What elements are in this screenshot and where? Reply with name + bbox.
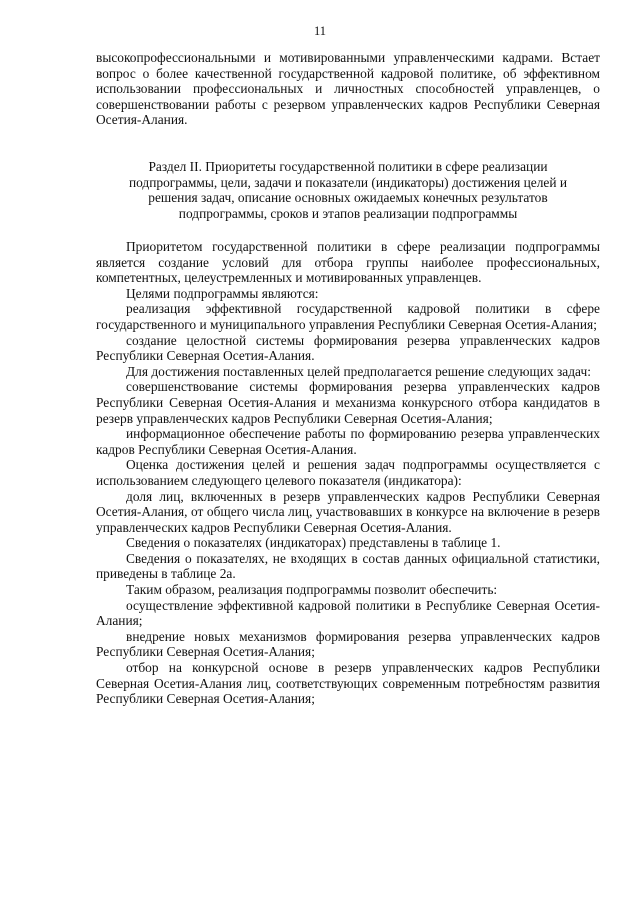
section-heading bbox=[96, 159, 600, 221]
section-heading-line: подпрограммы, цели, задачи и показатели (индикаторы) достижения целей и bbox=[128, 174, 568, 190]
paragraph-task-1: совершенствование системы формирования резерва управленческих кадров Республики Северная Осетия-Алания и механизма конкурсного отбора кандидатов в резерв управленческих кадров Республики Северная Осетия-Алания; bbox=[96, 379, 600, 426]
paragraph-table-1-ref: Сведения о показателях (индикаторах) представлены в таблице 1. bbox=[126, 535, 501, 551]
paragraph-indicator-intro: Оценка достижения целей и решения задач подпрограммы осуществляется с использованием следующего целевого показателя (индикатора): bbox=[96, 457, 600, 488]
paragraph-goal-2: создание целостной системы формирования резерва управленческих кадров Республики Северная Осетия-Алания. bbox=[96, 332, 600, 364]
intro-paragraph: высокопрофессиональными и мотивированными управленческими кадрами. Встает вопрос о более качественной государственной кадровой политике, об эффективном использовании профессиональных и личностных способностей управленцев, о совершенствовании работы с резервом управленческих кадров Республики Северная Осетия-Алания. bbox=[96, 50, 600, 128]
paragraph-goal-1: реализация эффективной государственной кадровой политики в сфере государственного и муниципального управления Республики Северная Осетия-Алания; bbox=[96, 301, 600, 332]
paragraph-tasks-intro: Для достижения поставленных целей предполагается решение следующих задач: bbox=[126, 363, 591, 379]
paragraph-goals-intro: Целями подпрограммы являются: bbox=[126, 285, 319, 301]
paragraph-results-intro: Таким образом, реализация подпрограммы позволит обеспечить: bbox=[126, 582, 498, 598]
paragraph-priority: Приоритетом государственной политики в сфере реализации подпрограммы является создание условий для отбора группы наиболее профессиональных, компетентных, целеустремленных и мотивированных управленцев. bbox=[96, 239, 600, 286]
paragraph-task-2: информационное обеспечение работы по формированию резерва управленческих кадров Республики Северная Осетия-Алания. bbox=[96, 426, 600, 457]
section-heading-line: подпрограммы, сроков и этапов реализации подпрограммы bbox=[178, 205, 518, 221]
page-number: 11 bbox=[313, 24, 327, 38]
section-body bbox=[96, 239, 600, 707]
paragraph-result-2: внедрение новых механизмов формирования резерва управленческих кадров Республики Северная Осетия-Алания; bbox=[96, 628, 600, 660]
paragraph-result-3: отбор на конкурсной основе в резерв управленческих кадров Республики Северная Осетия-Алания лиц, соответствующих современным потребностям развития Республики Северная Осетия-Алания; bbox=[96, 660, 600, 707]
intro-text bbox=[96, 50, 600, 128]
paragraph-result-1: осуществление эффективной кадровой политики в Республике Северная Осетия-Алания; bbox=[96, 597, 600, 629]
section-heading-line: Раздел II. Приоритеты государственной политики в сфере реализации bbox=[148, 159, 548, 174]
paragraph-table-2a-ref: Сведения о показателях, не входящих в состав данных официальной статистики, приведены в таблице 2а. bbox=[96, 550, 600, 582]
paragraph-indicator: доля лиц, включенных в резерв управленческих кадров Республики Северная Осетия-Алания, от общего числа лиц, участвовавших в конкурсе на включение в резерв управленческих кадров Республики Северная Осетия-Алания. bbox=[96, 488, 600, 535]
section-heading-line: решения задач, описание основных ожидаемых конечных результатов bbox=[148, 190, 548, 206]
